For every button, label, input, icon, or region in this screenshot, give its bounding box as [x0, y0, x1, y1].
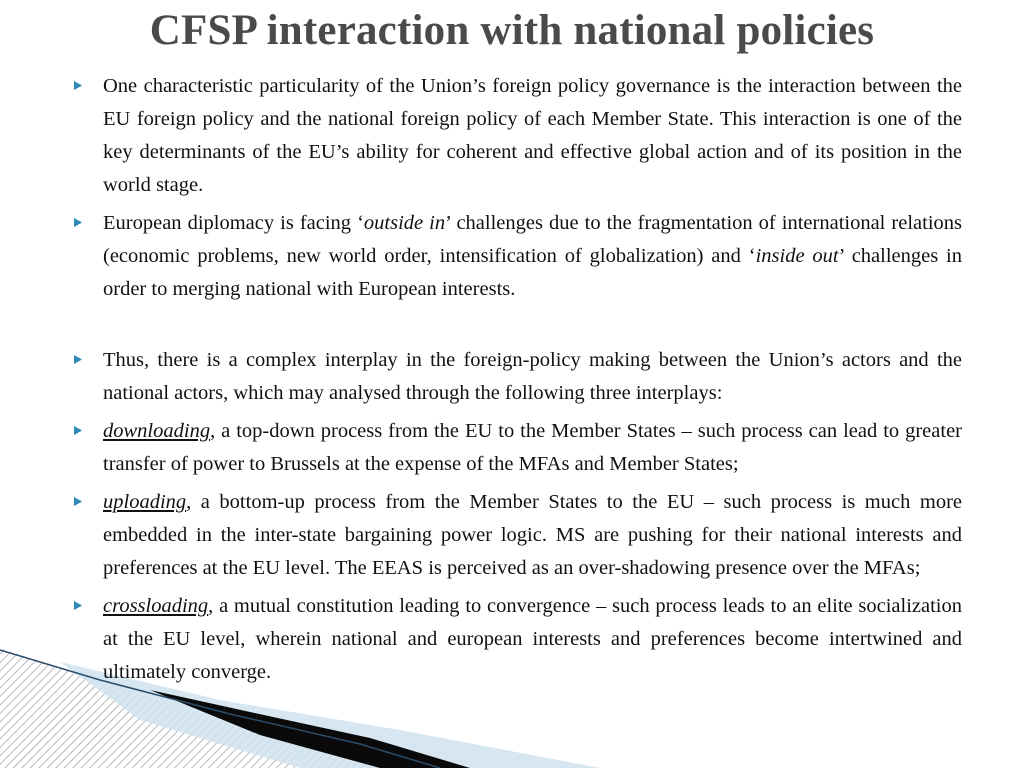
- bullet-text: One characteristic particularity of the Union’s foreign policy governance is the interaction between the EU foreign policy and the national foreign policy of each Member State. This interaction is one of the key determinants of the EU’s ability for coherent and effective global action and of its position in the world stage.: [103, 75, 962, 196]
- bullet-arrow-icon: [74, 207, 83, 240]
- bullet-text: , a top-down process from the EU to the Member States – such process can lead to greater transfer of power to Brussels at the expense of the MFAs and Member States;: [103, 420, 962, 475]
- bullet-arrow-icon: [74, 415, 83, 448]
- bullet-item-crossloading: [70, 590, 962, 689]
- emphasis-outside-in: outside in: [363, 212, 446, 234]
- emphasis-inside-out: inside out: [755, 245, 839, 267]
- bullet-arrow-icon: [74, 590, 83, 623]
- bullet-list: [70, 70, 962, 689]
- bullet-text: Thus, there is a complex interplay in the foreign-policy making between the Union’s actors and the national actors, which may analysed through the following three interplays:: [103, 349, 962, 404]
- bullet-arrow-icon: [74, 344, 83, 377]
- bullet-item-governance: [70, 70, 962, 202]
- bullet-item-interplay: [70, 344, 962, 410]
- bullet-arrow-icon: [74, 486, 83, 519]
- bullet-item-uploading: [70, 486, 962, 585]
- bullet-text: ’ challenges due to the fragmentation of international relations (economic problems, new world order, intensification of globalization) and ‘: [103, 212, 962, 267]
- bullet-text: , a bottom-up process from the Member States to the EU – such process is much more embedded in the inter-state bargaining power logic. MS are pushing for their national interests and preferences at the EU level. The EEAS is perceived as an over-shadowing presence over the MFAs;: [103, 491, 962, 579]
- term-downloading: downloading: [103, 420, 211, 442]
- bullet-text: , a mutual constitution leading to convergence – such process leads to an elite socialization at the EU level, wherein national and european interests and preferences become intertwined and ultimately converge.: [103, 595, 962, 683]
- term-crossloading: crossloading: [103, 595, 209, 617]
- slide-title: CFSP interaction with national policies: [149, 7, 875, 54]
- bullet-item-downloading: [70, 415, 962, 481]
- bullet-arrow-icon: [74, 70, 83, 103]
- bullet-text: European diplomacy is facing ‘: [103, 212, 364, 234]
- bullet-text: ’ challenges in order to merging national with European interests.: [103, 245, 963, 300]
- term-uploading: uploading: [103, 491, 187, 513]
- bullet-item-diplomacy: [70, 207, 962, 306]
